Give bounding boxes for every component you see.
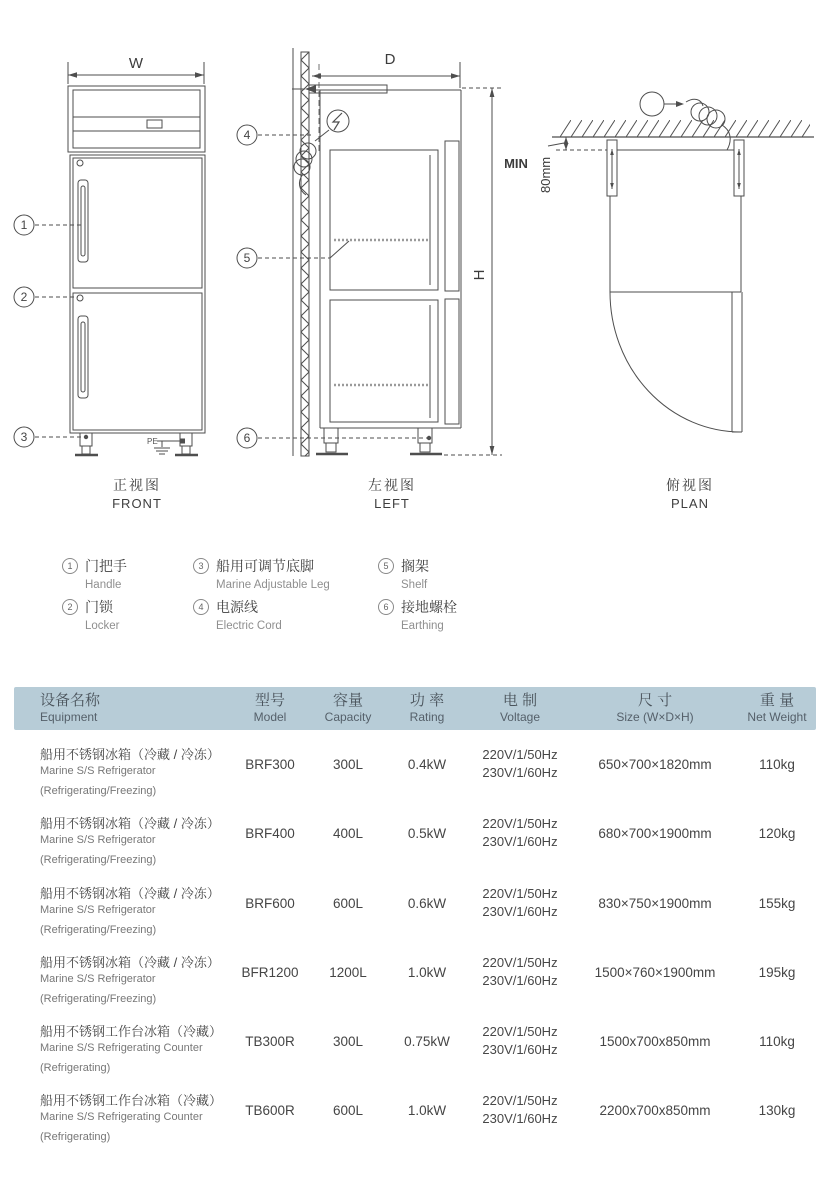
- legend-label-en: Electric Cord: [216, 620, 282, 632]
- table-row: [14, 1007, 816, 1076]
- rating-cell: 0.6kW: [407, 895, 447, 911]
- voltage-cell: [468, 730, 572, 799]
- legend-label-en: Earthing: [401, 620, 444, 632]
- equipment-name-zh: 船用不锈钢冰箱（冷藏 / 冷冻）: [40, 816, 220, 832]
- equipment-name-en: Marine S/S Refrigerating Counter: [40, 1111, 203, 1124]
- equipment-name-en: Marine S/S Refrigerating Counter: [40, 1042, 203, 1055]
- size-cell: 680×700×1900mm: [598, 826, 712, 842]
- table-row: [14, 1076, 816, 1145]
- weight-cell: 110kg: [759, 757, 795, 772]
- front-title-en: FRONT: [112, 496, 162, 511]
- voltage-line-2: 230V/1/60Hz: [482, 972, 558, 988]
- equipment-cell: [14, 1076, 230, 1145]
- voltage-line-1: 220V/1/50Hz: [482, 1093, 558, 1109]
- wall-section: [301, 52, 309, 456]
- technical-drawings: [0, 0, 830, 530]
- door-swing-arc: [610, 292, 741, 432]
- legend-label-zh: 门锁: [85, 599, 113, 615]
- capacity-cell: 600L: [332, 895, 364, 911]
- legend-item-electric-cord: [193, 597, 282, 632]
- legend-label-en: Shelf: [401, 579, 428, 591]
- rating-cell: 1.0kW: [407, 1103, 447, 1119]
- table-row: [14, 869, 816, 938]
- door-lock: [77, 295, 83, 301]
- equipment-name-en: Marine S/S Refrigerator: [40, 834, 156, 847]
- model-cell: BRF300: [245, 757, 295, 772]
- col-label-zh: 电 制: [502, 692, 538, 709]
- weight-cell: 110kg: [759, 1034, 795, 1050]
- callout-1: [14, 215, 82, 235]
- wall-hatching: [560, 120, 810, 137]
- size-cell: 2200x700x850mm: [599, 1103, 711, 1119]
- voltage-line-2: 230V/1/60Hz: [482, 1111, 558, 1127]
- voltage-cell: [468, 1076, 572, 1145]
- min-value-label: 80mm: [538, 156, 553, 193]
- voltage-line-2: 230V/1/60Hz: [482, 1042, 558, 1058]
- col-rating: [386, 687, 468, 730]
- col-capacity: [310, 687, 386, 730]
- size-cell: 1500x700x850mm: [599, 1034, 711, 1050]
- equipment-name-en: Marine S/S Refrigerator: [40, 972, 156, 985]
- col-label-zh: 尺 寸: [637, 692, 673, 709]
- lower-compartment: [330, 300, 438, 422]
- size-cell: 650×700×1820mm: [598, 757, 712, 772]
- legend-num-badge: 5: [378, 558, 394, 574]
- svg-text:2: 2: [20, 290, 28, 304]
- height-dimension-label: H: [471, 269, 488, 281]
- door-lock: [77, 160, 83, 166]
- equipment-name-sub: (Refrigerating/Freezing): [40, 992, 157, 1005]
- legend-label-en: Marine Adjustable Leg: [216, 579, 330, 591]
- legend-label-en: Locker: [85, 620, 120, 632]
- model-cell: TB600R: [245, 1103, 295, 1119]
- col-net-weight: [738, 687, 816, 730]
- dim-arrow: [68, 72, 77, 78]
- rating-cell: 0.5kW: [407, 826, 447, 842]
- col-label-zh: 功 率: [409, 692, 445, 709]
- left-title-en: LEFT: [374, 496, 410, 511]
- lower-door: [73, 293, 202, 430]
- plan-title-en: PLAN: [671, 496, 709, 511]
- capacity-cell: 300L: [332, 1034, 364, 1050]
- equipment-name-zh: 船用不锈钢冰箱（冷藏 / 冷冻）: [40, 747, 220, 762]
- legend-label-zh: 船用可调节底脚: [216, 558, 314, 574]
- col-size: [572, 687, 738, 730]
- equipment-cell: [14, 730, 230, 799]
- callout-2: [14, 287, 78, 307]
- voltage-cell: [468, 1007, 572, 1076]
- legend-item-handle: [62, 556, 127, 591]
- model-cell: BFR1200: [241, 964, 299, 980]
- col-label-en: Voltage: [499, 710, 541, 724]
- col-voltage: [468, 687, 572, 730]
- col-label-zh: 容量: [332, 692, 363, 709]
- equipment-name-sub: (Refrigerating/Freezing): [40, 854, 157, 867]
- voltage-line-2: 230V/1/60Hz: [482, 903, 558, 919]
- legend-num-badge: 1: [62, 558, 78, 574]
- capacity-cell: 600L: [332, 1103, 364, 1119]
- upper-door: [73, 158, 202, 288]
- vent-badge: [147, 120, 162, 128]
- weight-cell: 195kg: [758, 964, 796, 980]
- capacity-cell: 300L: [332, 757, 364, 772]
- col-label-zh: 重 量: [759, 692, 795, 709]
- equipment-cell: [14, 869, 230, 938]
- door-handle: [78, 316, 88, 398]
- svg-text:5: 5: [243, 251, 251, 265]
- table-row: [14, 730, 816, 799]
- svg-text:6: 6: [243, 431, 251, 445]
- plug-symbol: [640, 92, 664, 116]
- power-symbol: [327, 110, 349, 132]
- voltage-line-1: 220V/1/50Hz: [482, 1024, 558, 1040]
- front-view-drawing: [14, 55, 205, 511]
- weight-cell: 120kg: [758, 826, 796, 842]
- plan-title-zh: 俯视图: [666, 477, 714, 493]
- compressor-housing: [68, 86, 205, 152]
- mounting-bracket: [309, 85, 387, 93]
- equipment-name-zh: 船用不锈钢工作台冰箱（冷藏）: [40, 1093, 223, 1109]
- col-model: [230, 687, 310, 730]
- equipment-name-sub: (Refrigerating/Freezing): [40, 923, 157, 936]
- depth-dimension-label: D: [384, 51, 396, 68]
- col-label-zh: 型号: [254, 692, 285, 709]
- width-dimension-label: W: [128, 55, 144, 72]
- legend-label-zh: 接地螺栓: [401, 599, 457, 615]
- table-header: [14, 687, 816, 730]
- equipment-name-zh: 船用不锈钢工作台冰箱（冷藏）: [40, 1024, 223, 1040]
- voltage-cell: [468, 799, 572, 868]
- col-label-en: Size (W×D×H): [616, 710, 694, 724]
- left-view-drawing: [237, 48, 502, 511]
- legend-label-zh: 门把手: [85, 558, 127, 574]
- voltage-cell: [468, 869, 572, 938]
- door-handle: [78, 180, 88, 262]
- weight-cell: 155kg: [758, 895, 796, 911]
- rating-cell: 1.0kW: [407, 964, 447, 980]
- voltage-line-1: 220V/1/50Hz: [482, 816, 558, 832]
- voltage-line-2: 230V/1/60Hz: [482, 834, 558, 850]
- voltage-line-1: 220V/1/50Hz: [482, 747, 558, 762]
- legend-num-badge: 3: [193, 558, 209, 574]
- col-label-en: Rating: [409, 710, 445, 724]
- size-cell: 1500×760×1900mm: [594, 964, 716, 980]
- adjustable-leg: [324, 428, 338, 443]
- legend-num-badge: 6: [378, 599, 394, 615]
- equipment-cell: [14, 938, 230, 1007]
- min-label: MIN: [504, 156, 528, 171]
- plan-view-drawing: [504, 92, 814, 511]
- left-title-zh: 左视图: [368, 477, 416, 493]
- legend-item-earthing: [378, 597, 457, 632]
- adjustable-leg: [418, 428, 432, 443]
- table-row: [14, 799, 816, 868]
- col-label-en: Capacity: [324, 710, 372, 724]
- legend-item-adjustable-leg: [193, 556, 330, 591]
- front-title-zh: 正视图: [113, 477, 161, 493]
- weight-cell: 130kg: [758, 1103, 796, 1119]
- voltage-line-2: 230V/1/60Hz: [482, 765, 558, 780]
- rating-cell: 0.75kW: [404, 1034, 450, 1050]
- equipment-cell: [14, 1007, 230, 1076]
- size-cell: 830×750×1900mm: [598, 895, 712, 911]
- svg-text:1: 1: [20, 218, 28, 232]
- table-row: [14, 938, 816, 1007]
- model-cell: TB300R: [245, 1034, 295, 1050]
- equipment-name-sub: (Refrigerating): [40, 1131, 111, 1144]
- legend-label-en: Handle: [85, 579, 122, 591]
- equipment-name-zh: 船用不锈钢冰箱（冷藏 / 冷冻）: [40, 885, 220, 901]
- capacity-cell: 400L: [332, 826, 364, 842]
- capacity-cell: 1200L: [329, 964, 367, 980]
- lower-door-profile: [445, 299, 459, 424]
- voltage-line-1: 220V/1/50Hz: [482, 885, 558, 901]
- callout-6: [237, 428, 431, 448]
- voltage-line-1: 220V/1/50Hz: [482, 954, 558, 970]
- equipment-name-sub: (Refrigerating/Freezing): [40, 785, 157, 797]
- col-label-en: Model: [253, 710, 287, 724]
- model-cell: BRF400: [245, 826, 295, 842]
- voltage-cell: [468, 938, 572, 1007]
- svg-text:4: 4: [243, 128, 251, 142]
- svg-text:3: 3: [20, 430, 28, 444]
- equipment-name-en: Marine S/S Refrigerator: [40, 765, 156, 777]
- model-cell: BRF600: [245, 895, 295, 911]
- legend-item-shelf: [378, 556, 429, 591]
- upper-door-profile: [445, 141, 459, 291]
- col-equipment: [14, 687, 230, 730]
- legend-num-badge: 4: [193, 599, 209, 615]
- table-body: [14, 730, 816, 1146]
- equipment-cell: [14, 799, 230, 868]
- legend-item-locker: [62, 597, 120, 632]
- col-label-en: Equipment: [40, 710, 98, 724]
- dim-arrow: [195, 72, 204, 78]
- cabinet-body: [70, 155, 205, 433]
- equipment-name-sub: (Refrigerating): [40, 1062, 111, 1075]
- rating-cell: 0.4kW: [407, 757, 447, 772]
- equipment-name-zh: 船用不锈钢冰箱（冷藏 / 冷冻）: [40, 954, 220, 970]
- legend-label-zh: 电源线: [216, 599, 258, 615]
- upper-compartment: [330, 150, 438, 290]
- equipment-name-en: Marine S/S Refrigerator: [40, 903, 156, 916]
- legend-label-zh: 搁架: [401, 558, 429, 574]
- col-label-zh: 设备名称: [40, 692, 101, 709]
- legend-num-badge: 2: [62, 599, 78, 615]
- col-label-en: Net Weight: [747, 710, 807, 724]
- pe-label: PE: [147, 437, 158, 446]
